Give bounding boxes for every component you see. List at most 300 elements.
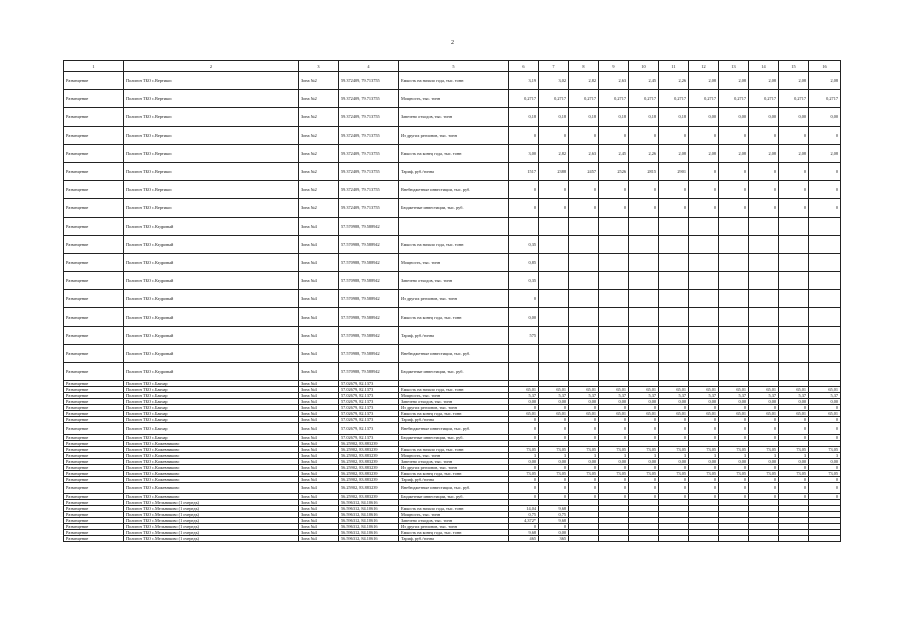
value-cell: 2,08 <box>689 144 719 162</box>
value-cell <box>599 290 629 308</box>
value-cell: 0,00 <box>689 399 719 405</box>
text-cell: Полигон ТБО с.Вертикос <box>124 90 299 108</box>
value-cell: 0 <box>599 423 629 435</box>
value-cell: 0 <box>629 434 659 440</box>
text-cell: Емкость на конец года, тыс. тонн <box>399 470 509 476</box>
value-cell <box>629 536 659 542</box>
value-cell: 65,01 <box>779 411 809 417</box>
value-cell: 0,00 <box>749 399 779 405</box>
value-cell <box>719 272 749 290</box>
value-cell: 2,08 <box>719 72 749 90</box>
value-cell: 0 <box>689 417 719 423</box>
value-cell <box>719 235 749 253</box>
text-cell: Зона №4 <box>299 494 339 500</box>
text-cell: Завезено отходов, тыс. тонн <box>399 399 509 405</box>
text-cell: Размещение <box>64 126 124 144</box>
value-cell: 0 <box>749 464 779 470</box>
value-cell: 73,05 <box>749 470 779 476</box>
text-cell: Мощность, тыс. тонн <box>399 90 509 108</box>
text-cell: Полигон ТБО с.Кедровый <box>124 235 299 253</box>
text-cell: Зона №4 <box>299 458 339 464</box>
value-cell <box>689 253 719 271</box>
value-cell: 0,2717 <box>659 90 689 108</box>
text-cell: Размещение <box>64 399 124 405</box>
value-cell: 0 <box>569 464 599 470</box>
text-cell: Зона №4 <box>299 464 339 470</box>
text-cell: 57.02679, 82.1373 <box>339 393 399 399</box>
column-number-header: 10 <box>629 61 659 72</box>
value-cell: 5,37 <box>809 393 841 399</box>
value-cell: 3 <box>749 452 779 458</box>
value-cell: 0 <box>779 199 809 217</box>
value-cell: 0 <box>629 126 659 144</box>
text-cell: Полигон ТБО с.Кедровый <box>124 344 299 362</box>
value-cell <box>689 290 719 308</box>
column-number-header: 5 <box>399 61 509 72</box>
value-cell <box>809 272 841 290</box>
value-cell <box>629 217 659 235</box>
value-cell <box>599 272 629 290</box>
value-cell: 0,00 <box>779 399 809 405</box>
text-cell: Емкость на конец года, тыс. тонн <box>399 144 509 162</box>
table-row <box>64 290 841 308</box>
value-cell: 0 <box>569 199 599 217</box>
value-cell: 0,75 <box>539 512 569 518</box>
value-cell: 0 <box>509 417 539 423</box>
text-cell: Зона №2 <box>299 181 339 199</box>
value-cell: 0,2717 <box>569 90 599 108</box>
text-cell: Размещение <box>64 90 124 108</box>
value-cell: 0 <box>539 199 569 217</box>
value-cell: 0,00 <box>779 458 809 464</box>
value-cell: 0,2717 <box>599 90 629 108</box>
value-cell: 73,05 <box>599 470 629 476</box>
value-cell: 0 <box>659 417 689 423</box>
value-cell <box>779 272 809 290</box>
value-cell: 0 <box>689 181 719 199</box>
value-cell: 0,00 <box>809 108 841 126</box>
value-cell: 0,00 <box>779 108 809 126</box>
text-cell: Полигон ТБО с.Кожевниково <box>124 470 299 476</box>
value-cell: 73,05 <box>779 470 809 476</box>
value-cell: 0 <box>509 476 539 482</box>
value-cell: 0,00 <box>659 458 689 464</box>
text-cell: Емкость на конец года, тыс. тонн <box>399 530 509 536</box>
text-cell: Бюджетные инвестиции, тыс. руб. <box>399 494 509 500</box>
value-cell: 65,01 <box>569 411 599 417</box>
value-cell <box>749 308 779 326</box>
text-cell: Внебюджетные инвестиции, тыс. руб. <box>399 423 509 435</box>
value-cell: 0 <box>539 476 569 482</box>
value-cell <box>539 235 569 253</box>
text-cell: Зона №2 <box>299 72 339 90</box>
value-cell <box>539 272 569 290</box>
text-cell: Размещение <box>64 470 124 476</box>
value-cell: 73,05 <box>509 470 539 476</box>
value-cell: 4,372* <box>509 518 539 524</box>
text-cell: Из других регионов, тыс. тонн <box>399 464 509 470</box>
value-cell: 0 <box>779 126 809 144</box>
value-cell <box>509 344 539 362</box>
value-cell: 465 <box>509 536 539 542</box>
text-cell: Зона №4 <box>299 524 339 530</box>
value-cell: 3 <box>779 452 809 458</box>
value-cell: 0 <box>539 417 569 423</box>
text-cell: Полигон ТБО с.Бакчар <box>124 399 299 405</box>
value-cell: 73,05 <box>719 470 749 476</box>
text-cell: Тариф, руб./тонна <box>399 162 509 180</box>
value-cell: 73,05 <box>719 446 749 452</box>
value-cell: 0 <box>629 482 659 494</box>
value-cell: 0 <box>599 494 629 500</box>
value-cell <box>809 308 841 326</box>
value-cell: 0,18 <box>509 108 539 126</box>
value-cell: 0 <box>539 524 569 530</box>
value-cell: 0,2717 <box>749 90 779 108</box>
value-cell <box>659 253 689 271</box>
text-cell: Зона №4 <box>299 434 339 440</box>
text-cell: 59.372409, 79.713755 <box>339 144 399 162</box>
text-cell: Емкость на начало года, тыс. тонн <box>399 387 509 393</box>
value-cell <box>599 344 629 362</box>
text-cell: Размещение <box>64 411 124 417</box>
text-cell: Полигон ТБО с.Мельниково (1 очередь) <box>124 530 299 536</box>
value-cell <box>779 308 809 326</box>
text-cell: Полигон ТБО с.Мельниково (1 очередь) <box>124 512 299 518</box>
text-cell: 56.25902, 83.883239 <box>339 476 399 482</box>
value-cell: 0,00 <box>569 458 599 464</box>
value-cell: 0 <box>599 126 629 144</box>
value-cell: 0 <box>809 126 841 144</box>
text-cell: 56.25902, 83.883239 <box>339 458 399 464</box>
value-cell: 0,00 <box>539 399 569 405</box>
value-cell: 2388 <box>539 162 569 180</box>
value-cell: 0 <box>509 290 539 308</box>
value-cell: 0 <box>719 199 749 217</box>
value-cell: 0 <box>539 405 569 411</box>
value-cell: 65,01 <box>599 411 629 417</box>
value-cell: 0 <box>809 434 841 440</box>
text-cell: Размещение <box>64 512 124 518</box>
value-cell: 0 <box>599 482 629 494</box>
text-cell: Полигон ТБО с.Вертикос <box>124 72 299 90</box>
value-cell <box>569 363 599 381</box>
value-cell: 0 <box>719 181 749 199</box>
text-cell: Зона №4 <box>299 217 339 235</box>
value-cell: 0,75 <box>509 512 539 518</box>
value-cell <box>779 536 809 542</box>
value-cell: 0 <box>689 199 719 217</box>
text-cell: Размещение <box>64 476 124 482</box>
value-cell <box>659 308 689 326</box>
value-cell: 0 <box>539 181 569 199</box>
value-cell: 575 <box>509 326 539 344</box>
text-cell: Размещение <box>64 326 124 344</box>
text-cell: Размещение <box>64 530 124 536</box>
value-cell <box>569 253 599 271</box>
text-cell: Зона №4 <box>299 399 339 405</box>
value-cell: 65,01 <box>749 411 779 417</box>
text-cell: Зона №4 <box>299 417 339 423</box>
table-row <box>64 344 841 362</box>
text-cell: Бюджетные инвестиции, тыс. руб. <box>399 434 509 440</box>
text-cell: 57.02679, 82.1373 <box>339 381 399 387</box>
text-cell: Полигон ТБО с.Кедровый <box>124 272 299 290</box>
value-cell: 0 <box>659 476 689 482</box>
value-cell <box>809 253 841 271</box>
text-cell: Зона №4 <box>299 326 339 344</box>
table-row <box>64 272 841 290</box>
text-cell: 57.570988, 79.588942 <box>339 272 399 290</box>
value-cell: 0 <box>659 126 689 144</box>
value-cell: 0,18 <box>659 108 689 126</box>
value-cell <box>689 344 719 362</box>
value-cell: 0,2717 <box>539 90 569 108</box>
value-cell: 0,00 <box>719 399 749 405</box>
value-cell <box>719 536 749 542</box>
text-cell: Мощность, тыс. тонн <box>399 393 509 399</box>
value-cell: 5,37 <box>689 393 719 399</box>
table-row <box>64 536 841 542</box>
text-cell: Зона №4 <box>299 411 339 417</box>
value-cell: 2,08 <box>749 144 779 162</box>
value-cell: 0 <box>509 423 539 435</box>
value-cell: 0,85 <box>509 253 539 271</box>
value-cell: 0 <box>809 181 841 199</box>
text-cell: Размещение <box>64 181 124 199</box>
value-cell: 0,18 <box>539 108 569 126</box>
text-cell: Зона №4 <box>299 518 339 524</box>
value-cell: 65,01 <box>779 387 809 393</box>
text-cell: 56.596312, 84.10616 <box>339 512 399 518</box>
value-cell: 0 <box>539 423 569 435</box>
value-cell <box>719 253 749 271</box>
value-cell: 65,01 <box>689 411 719 417</box>
text-cell: Мощность, тыс. тонн <box>399 452 509 458</box>
value-cell: 0 <box>599 199 629 217</box>
value-cell <box>749 344 779 362</box>
value-cell <box>719 308 749 326</box>
table-row <box>64 217 841 235</box>
value-cell: 2,63 <box>569 144 599 162</box>
text-cell: Завезено отходов, тыс. тонн <box>399 518 509 524</box>
value-cell: 2526 <box>599 162 629 180</box>
text-cell: Размещение <box>64 344 124 362</box>
table-row <box>64 199 841 217</box>
value-cell: 0 <box>689 434 719 440</box>
text-cell: 56.596312, 84.10616 <box>339 536 399 542</box>
text-cell: Емкость на конец года, тыс. тонн <box>399 411 509 417</box>
text-cell: Мощность, тыс. тонн <box>399 512 509 518</box>
value-cell: 0 <box>749 405 779 411</box>
column-number-header: 7 <box>539 61 569 72</box>
value-cell <box>659 326 689 344</box>
value-cell: 5,37 <box>569 393 599 399</box>
text-cell: Зона №4 <box>299 452 339 458</box>
value-cell <box>569 344 599 362</box>
text-cell: 56.25902, 83.883239 <box>339 440 399 446</box>
text-cell: Зона №4 <box>299 500 339 506</box>
value-cell: 0 <box>509 405 539 411</box>
value-cell: 2,08 <box>689 72 719 90</box>
text-cell: Размещение <box>64 393 124 399</box>
text-cell: 57.02679, 82.1373 <box>339 411 399 417</box>
value-cell <box>629 363 659 381</box>
value-cell: 73,05 <box>659 446 689 452</box>
value-cell: 9,68 <box>539 506 569 512</box>
value-cell: 0 <box>659 434 689 440</box>
value-cell: 2,82 <box>569 72 599 90</box>
value-cell: 0 <box>809 405 841 411</box>
value-cell: 0,2717 <box>689 90 719 108</box>
value-cell: 65,01 <box>569 387 599 393</box>
value-cell: 0,18 <box>599 108 629 126</box>
value-cell: 0 <box>539 494 569 500</box>
value-cell: 0 <box>659 199 689 217</box>
value-cell: 0 <box>809 423 841 435</box>
table-row <box>64 308 841 326</box>
text-cell: Полигон ТБО с.Кедровый <box>124 217 299 235</box>
value-cell: 0,2717 <box>779 90 809 108</box>
table-row <box>64 90 841 108</box>
text-cell: Зона №4 <box>299 253 339 271</box>
value-cell: 0 <box>809 162 841 180</box>
text-cell: Зона №4 <box>299 344 339 362</box>
value-cell <box>659 536 689 542</box>
text-cell: Полигон ТБО с.Вертикос <box>124 162 299 180</box>
value-cell: 0 <box>809 482 841 494</box>
text-cell: Зона №4 <box>299 476 339 482</box>
value-cell: 0,00 <box>539 458 569 464</box>
text-cell: 57.02679, 82.1373 <box>339 387 399 393</box>
column-number-header: 12 <box>689 61 719 72</box>
value-cell: 0,00 <box>719 458 749 464</box>
text-cell: Размещение <box>64 440 124 446</box>
column-number-header: 15 <box>779 61 809 72</box>
value-cell: 65,01 <box>629 411 659 417</box>
value-cell <box>659 235 689 253</box>
value-cell <box>629 235 659 253</box>
value-cell: 73,05 <box>539 446 569 452</box>
text-cell: 57.02679, 82.1373 <box>339 417 399 423</box>
value-cell: 0 <box>779 417 809 423</box>
text-cell: 57.570988, 79.588942 <box>339 253 399 271</box>
text-cell: Полигон ТБО с.Бакчар <box>124 405 299 411</box>
value-cell: 2815 <box>629 162 659 180</box>
text-cell: Зона №2 <box>299 199 339 217</box>
value-cell: 0 <box>689 405 719 411</box>
value-cell <box>599 363 629 381</box>
value-cell: 0 <box>599 417 629 423</box>
value-cell <box>659 217 689 235</box>
value-cell: 73,05 <box>659 470 689 476</box>
value-cell: 0 <box>629 476 659 482</box>
column-number-header: 13 <box>719 61 749 72</box>
text-cell: Размещение <box>64 217 124 235</box>
value-cell: 0,18 <box>629 108 659 126</box>
value-cell: 65,01 <box>719 387 749 393</box>
text-cell: 56.596312, 84.10616 <box>339 506 399 512</box>
text-cell: Мощность, тыс. тонн <box>399 253 509 271</box>
value-cell: 0 <box>509 482 539 494</box>
value-cell <box>719 344 749 362</box>
value-cell: 2,08 <box>749 72 779 90</box>
value-cell: 0 <box>539 126 569 144</box>
value-cell: 0 <box>569 181 599 199</box>
value-cell <box>689 235 719 253</box>
text-cell: 56.25902, 83.883239 <box>339 482 399 494</box>
value-cell <box>509 217 539 235</box>
value-cell: 0 <box>719 126 749 144</box>
value-cell <box>539 326 569 344</box>
value-cell <box>689 326 719 344</box>
value-cell: 0 <box>569 405 599 411</box>
value-cell <box>569 308 599 326</box>
text-cell: Зона №4 <box>299 506 339 512</box>
value-cell: 0 <box>569 423 599 435</box>
value-cell <box>569 536 599 542</box>
value-cell: 0,35 <box>509 235 539 253</box>
value-cell: 0 <box>689 476 719 482</box>
text-cell: Размещение <box>64 500 124 506</box>
value-cell <box>599 235 629 253</box>
value-cell: 73,05 <box>509 446 539 452</box>
value-cell <box>569 272 599 290</box>
value-cell: 5,37 <box>749 393 779 399</box>
value-cell: 0 <box>629 417 659 423</box>
text-cell: Зона №2 <box>299 108 339 126</box>
value-cell: 0 <box>719 482 749 494</box>
value-cell: 0 <box>569 476 599 482</box>
text-cell: Емкость на начало года, тыс. тонн <box>399 446 509 452</box>
value-cell: 0 <box>719 417 749 423</box>
text-cell: Размещение <box>64 290 124 308</box>
value-cell: 3 <box>509 452 539 458</box>
value-cell <box>599 326 629 344</box>
value-cell: 2,26 <box>629 144 659 162</box>
value-cell <box>569 326 599 344</box>
value-cell: 0 <box>689 494 719 500</box>
value-cell: 0 <box>599 181 629 199</box>
value-cell: 73,05 <box>749 446 779 452</box>
value-cell: 65,01 <box>659 411 689 417</box>
text-cell: Полигон ТБО с.Мельниково (1 очередь) <box>124 518 299 524</box>
value-cell <box>689 363 719 381</box>
value-cell: 0 <box>689 423 719 435</box>
text-cell: Тариф, руб./тонна <box>399 536 509 542</box>
value-cell: 0 <box>749 126 779 144</box>
value-cell: 1517 <box>509 162 539 180</box>
text-cell: Полигон ТБО с.Кедровый <box>124 363 299 381</box>
value-cell: 0,2717 <box>509 90 539 108</box>
text-cell: Размещение <box>64 446 124 452</box>
column-number-row <box>64 61 841 72</box>
text-cell: 56.25902, 83.883239 <box>339 464 399 470</box>
text-cell: Внебюджетные инвестиции, тыс. руб. <box>399 181 509 199</box>
text-cell: 59.372409, 79.713755 <box>339 90 399 108</box>
value-cell: 5,37 <box>509 393 539 399</box>
value-cell: 2457 <box>569 162 599 180</box>
text-cell: 56.596312, 84.10616 <box>339 530 399 536</box>
text-cell: Полигон ТБО с.Мельниково (1 очередь) <box>124 506 299 512</box>
value-cell: 65,01 <box>659 387 689 393</box>
value-cell: 0 <box>779 181 809 199</box>
value-cell: 3 <box>809 452 841 458</box>
value-cell <box>629 344 659 362</box>
value-cell: 5,37 <box>719 393 749 399</box>
value-cell <box>809 290 841 308</box>
value-cell: 9,68 <box>539 518 569 524</box>
